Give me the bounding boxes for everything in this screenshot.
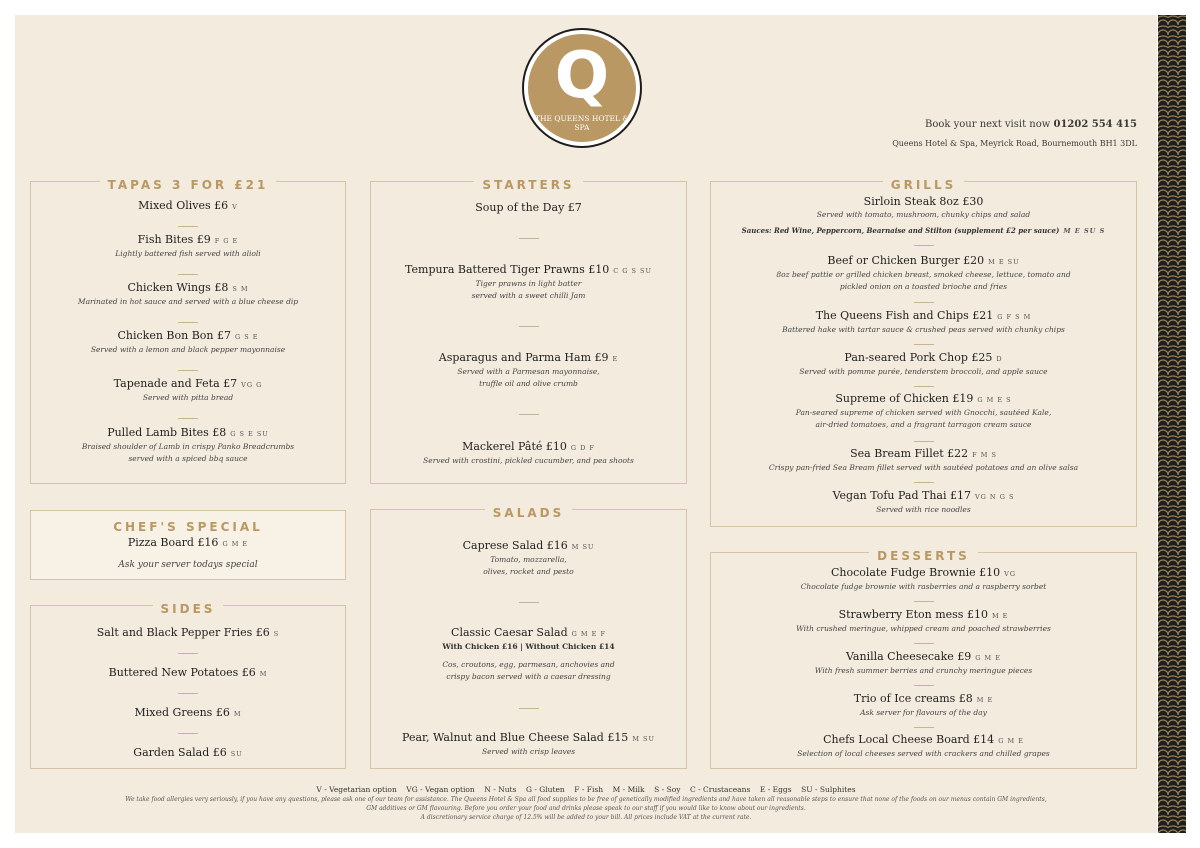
item-description: With fresh summer berries and crunchy meringue pieces — [814, 666, 1033, 675]
item-description: Ask server for flavours of the day — [860, 708, 987, 717]
divider — [914, 344, 934, 345]
starters-title: STARTERS — [474, 178, 582, 192]
allergen-tags: G M E — [222, 540, 249, 548]
item-description: Served with crostini, pickled cucumber, and pea shoots — [423, 456, 634, 465]
item-description: Ask your server todays special — [118, 560, 258, 570]
item-description: Crispy pan-fried Sea Bream fillet served with sautéed potatoes and an olive salsa — [768, 463, 1079, 472]
item-description-2: olives, rocket and pesto — [483, 567, 574, 576]
grills-section — [710, 178, 1137, 527]
item-name: Chicken Wings £8 — [127, 281, 229, 294]
divider — [914, 482, 934, 483]
chefs-special-section — [30, 510, 346, 580]
menu-item — [711, 650, 1136, 677]
divider — [914, 245, 934, 246]
item-name: Asparagus and Parma Ham £9 — [438, 351, 609, 364]
item-description: Served with tomato, mushroom, chunky chips and salad — [816, 210, 1031, 219]
divider — [914, 386, 934, 387]
item-name: Mixed Olives £6 — [138, 199, 229, 212]
item-description: 8oz beef pattie or grilled chicken breast, smoked cheese, lettuce, tomato and — [776, 270, 1071, 279]
item-description: Served with pomme purée, tenderstem broccoli, and apple sauce — [799, 367, 1048, 376]
item-description: Served with crisp leaves — [481, 747, 576, 756]
allergen-tags: G S E SU — [230, 430, 269, 438]
sides-section — [30, 602, 346, 769]
allergen-tags: G M E S — [977, 396, 1012, 404]
item-description: With crushed meringue, whipped cream and poached strawberries — [796, 624, 1051, 633]
item-name: Vegan Tofu Pad Thai £17 — [832, 489, 971, 502]
item-name: Caprese Salad £16 — [462, 539, 568, 552]
item-description: Tomato, mozzarella, — [490, 555, 567, 564]
allergen-tags: S M — [232, 285, 249, 293]
menu-item — [31, 329, 345, 356]
allergen-tags: C G S SU — [613, 267, 652, 275]
menu-item — [31, 626, 345, 641]
divider — [914, 302, 934, 303]
item-description: Battered hake with tartar sauce & crushed peas served with chunky chips — [782, 325, 1065, 334]
menu-item — [31, 281, 345, 308]
item-description-2: air-dried tomatoes, and a fragrant tarragon cream sauce — [815, 420, 1032, 429]
menu-item — [31, 746, 345, 761]
allergen-tags: V — [232, 203, 238, 211]
allergen-tags: D — [996, 355, 1003, 363]
item-name: Trio of Ice creams £8 — [853, 692, 973, 705]
item-name: Salt and Black Pepper Fries £6 — [96, 626, 270, 639]
allergen-tags: S — [273, 630, 280, 638]
menu-item — [31, 426, 345, 465]
menu-item — [371, 539, 686, 578]
starters-section — [370, 178, 687, 484]
item-name: Beef or Chicken Burger £20 — [827, 254, 985, 267]
menu-item — [711, 351, 1136, 378]
allergen-tags: M E SU S — [1063, 227, 1106, 235]
item-name: Mixed Greens £6 — [134, 706, 230, 719]
menu-item — [711, 566, 1136, 593]
divider — [519, 708, 539, 709]
menu-item — [711, 392, 1136, 431]
menu-item — [711, 309, 1136, 336]
booking-phone[interactable]: 01202 554 415 — [1053, 119, 1137, 130]
menu-item — [711, 733, 1136, 760]
booking-text: Book your next visit now — [925, 119, 1051, 130]
allergy-note: We take food allergies very seriously, if you have any questions, please ask one of our team for assistance. The Queens Hotel & Spa all food supplies to be free of genetically modified ingredients and have taken all reasonable steps to ensure that none of the foods on our menus contain GM ingredients, — [125, 796, 1047, 803]
menu-item — [31, 199, 345, 214]
divider — [178, 370, 198, 371]
allergen-tags: VG G — [241, 381, 263, 389]
logo-letter: Q — [554, 39, 610, 113]
divider — [914, 601, 934, 602]
tapas-section — [30, 178, 346, 484]
item-name: Pear, Walnut and Blue Cheese Salad £15 — [402, 731, 629, 744]
allergen-tags: F G E — [214, 237, 239, 245]
divider — [519, 414, 539, 415]
menu-item — [711, 608, 1136, 635]
item-name: Tapenade and Feta £7 — [113, 377, 238, 390]
item-name: Strawberry Eton mess £10 — [838, 608, 988, 621]
divider — [519, 238, 539, 239]
item-name: Pulled Lamb Bites £8 — [107, 426, 227, 439]
menu-item — [31, 233, 345, 260]
hotel-address: Queens Hotel & Spa, Meyrick Road, Bournemouth BH1 3DL — [892, 139, 1137, 148]
divider — [178, 322, 198, 323]
item-description: Lightly battered fish served with alioli — [115, 249, 261, 258]
allergen-legend: V - Vegetarian option VG - Vegan option N - Nuts G - Gluten F - Fish M - Milk S - Soy C - Crustaceans E - Eggs SU - Sulphites — [316, 785, 856, 794]
divider — [178, 693, 198, 694]
menu-item — [31, 666, 345, 681]
item-description-2: served with a sweet chilli Jam — [471, 291, 586, 300]
allergen-tags: M SU — [632, 735, 655, 743]
menu-item — [711, 692, 1136, 719]
item-name: Tempura Battered Tiger Prawns £10 — [405, 263, 610, 276]
item-description: Selection of local cheeses served with crackers and chilled grapes — [797, 749, 1050, 758]
item-name: Garden Salad £6 — [133, 746, 227, 759]
item-description: Tiger prawns in light batter — [475, 279, 582, 288]
allergen-tags: G M E F — [571, 630, 606, 638]
menu-item — [711, 195, 1136, 237]
divider — [178, 733, 198, 734]
divider — [178, 226, 198, 227]
allergen-tags: G D F — [570, 444, 595, 452]
item-description: Served with rice noodles — [876, 505, 971, 514]
item-name: Chefs Local Cheese Board £14 — [823, 733, 995, 746]
divider — [914, 685, 934, 686]
divider — [914, 441, 934, 442]
menu-item — [711, 489, 1136, 516]
allergen-tags: G M E — [998, 737, 1024, 745]
menu-item — [371, 731, 686, 758]
item-name: Buttered New Potatoes £6 — [108, 666, 256, 679]
footer — [15, 784, 1157, 822]
menu-item — [711, 447, 1136, 474]
item-name: Classic Caesar Salad — [451, 626, 568, 639]
tapas-title: TAPAS 3 FOR £21 — [100, 178, 277, 192]
sauces-line: Sauces: Red Wine, Peppercorn, Bearnaise and Stilton (supplement £2 per sauce) — [741, 226, 1060, 235]
item-name: Sea Bream Fillet £22 — [850, 447, 969, 460]
desserts-section — [710, 549, 1137, 769]
item-name: Soup of the Day £7 — [475, 201, 582, 214]
item-description: Chocolate fudge brownie with rasberries and a raspberry sorbet — [800, 582, 1047, 591]
allergen-tags: E — [612, 355, 619, 363]
grills-title: GRILLS — [883, 178, 965, 192]
item-description: Served with a lemon and black pepper mayonnaise — [90, 345, 286, 354]
divider — [914, 643, 934, 644]
item-description-2: served with a spiced bbq sauce — [128, 454, 248, 463]
item-name: Pizza Board £16 — [127, 536, 219, 549]
item-name: Chicken Bon Bon £7 — [117, 329, 231, 342]
item-description: Marinated in hot sauce and served with a blue cheese dip — [77, 297, 299, 306]
item-name: Chocolate Fudge Brownie £10 — [830, 566, 1001, 579]
item-name: Vanilla Cheesecake £9 — [846, 650, 972, 663]
service-charge-note: A discretionary service charge of 12.5% will be added to your bill. All prices include VAT at the current rate. — [420, 814, 752, 821]
item-name: Mackerel Pâté £10 — [462, 440, 567, 453]
item-name: Sirloin Steak 8oz £30 — [863, 195, 984, 208]
item-name: Fish Bites £9 — [137, 233, 211, 246]
item-description: Cos, croutons, egg, parmesan, anchovies and — [442, 660, 615, 669]
item-description-2: truffle oil and olive crumb — [479, 379, 578, 388]
logo-text: THE QUEENS HOTEL & SPA — [534, 114, 630, 132]
allergen-tags: F M S — [972, 451, 997, 459]
allergen-tags: VG — [1004, 570, 1017, 578]
allergen-tags: SU — [230, 750, 243, 758]
salads-title: SALADS — [485, 506, 572, 520]
allergen-tags: M E — [976, 696, 994, 704]
divider — [178, 418, 198, 419]
divider — [519, 326, 539, 327]
allergen-tags: M — [233, 710, 242, 718]
menu-item — [371, 351, 686, 390]
menu-item — [371, 263, 686, 302]
allergen-tags: M E — [991, 612, 1009, 620]
item-description: Braised shoulder of Lamb in crispy Panko Breadcrumbs — [81, 442, 295, 451]
divider — [178, 653, 198, 654]
allergen-tags: G F S M — [997, 313, 1032, 321]
chefs-special-title: CHEF'S SPECIAL — [105, 520, 271, 534]
item-description: Served with a Parmesan mayonnaise, — [457, 367, 600, 376]
art-deco-pattern-strip — [1158, 15, 1186, 833]
booking-line — [925, 119, 1137, 130]
menu-item — [31, 377, 345, 404]
menu-item — [371, 440, 686, 467]
chefs-special-item — [31, 536, 345, 571]
item-name: The Queens Fish and Chips £21 — [815, 309, 994, 322]
divider — [914, 727, 934, 728]
item-options: With Chicken £16 | Without Chicken £14 — [442, 642, 615, 651]
salads-section — [370, 506, 687, 769]
desserts-title: DESSERTS — [869, 549, 978, 563]
gm-note: GM additives or GM flavouring. Before you order your food and drinks please speak to our staff if you would like to know about our ingredients. — [366, 805, 806, 812]
menu-item — [371, 201, 686, 215]
menu-item — [711, 254, 1136, 293]
divider — [519, 602, 539, 603]
allergen-tags: M E SU — [988, 258, 1020, 266]
item-description-2: crispy bacon served with a caesar dressing — [446, 672, 611, 681]
menu-item — [31, 706, 345, 721]
hotel-logo — [522, 28, 642, 148]
sides-title: SIDES — [153, 602, 224, 616]
allergen-tags: M — [259, 670, 268, 678]
item-description: Served with pitta bread — [142, 393, 234, 402]
allergen-tags: M SU — [571, 543, 595, 551]
logo-badge — [528, 34, 636, 142]
divider — [178, 274, 198, 275]
item-description-2: pickled onion on a toasted brioche and fries — [839, 282, 1008, 291]
item-description: Pan-seared supreme of chicken served with Gnocchi, sautéed Kale, — [795, 408, 1052, 417]
allergen-tags: G S E — [234, 333, 259, 341]
item-name: Supreme of Chicken £19 — [835, 392, 974, 405]
item-name: Pan-seared Pork Chop £25 — [844, 351, 993, 364]
allergen-tags: G M E — [975, 654, 1001, 662]
menu-item — [371, 626, 686, 683]
allergen-tags: VG N G S — [974, 493, 1015, 501]
